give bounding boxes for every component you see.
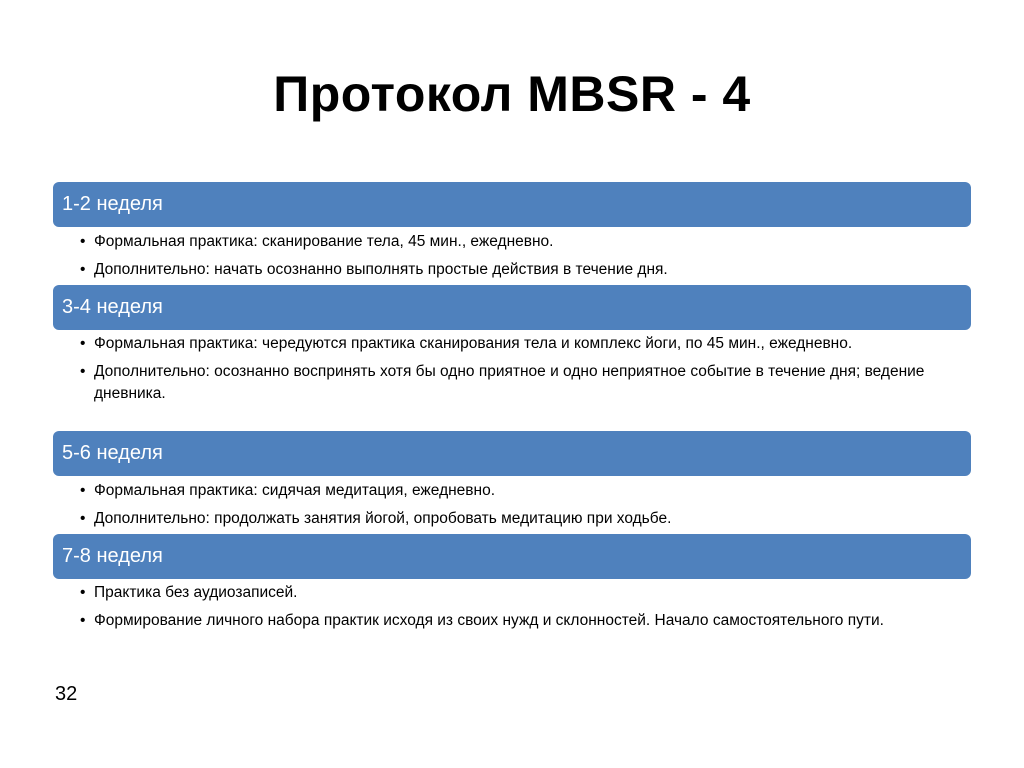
section-header-weeks-5-6: 5-6 неделя <box>53 431 971 476</box>
section-header-weeks-7-8: 7-8 неделя <box>53 534 971 579</box>
list-item: • Дополнительно: осознанно воспринять хотя бы одно приятное и одно неприятное событие в течение дня; ведение дневника. <box>75 361 970 405</box>
page-number: 32 <box>55 683 78 705</box>
bullet-list-weeks-7-8 <box>75 582 970 638</box>
list-item: • Формирование личного набора практик исходя из своих нужд и склонностей. Начало самостоятельного пути. <box>75 610 970 632</box>
list-item: • Практика без аудиозаписей. <box>75 582 970 604</box>
list-item: • Дополнительно: продолжать занятия йогой, опробовать медитацию при ходьбе. <box>75 508 970 530</box>
bullet-list-weeks-1-2 <box>75 231 970 287</box>
list-item: • Формальная практика: чередуются практика сканирования тела и комплекс йоги, по 45 мин., ежедневно. <box>75 333 970 355</box>
section-header-weeks-3-4: 3-4 неделя <box>53 285 971 330</box>
bullet-list-weeks-3-4 <box>75 333 970 411</box>
bullet-list-weeks-5-6 <box>75 480 970 536</box>
list-item: • Дополнительно: начать осознанно выполнять простые действия в течение дня. <box>75 259 970 281</box>
list-item: • Формальная практика: сидячая медитация, ежедневно. <box>75 480 970 502</box>
section-header-weeks-1-2: 1-2 неделя <box>53 182 971 227</box>
slide-title: Протокол MBSR - 4 <box>273 66 751 122</box>
list-item: • Формальная практика: сканирование тела, 45 мин., ежедневно. <box>75 231 970 253</box>
